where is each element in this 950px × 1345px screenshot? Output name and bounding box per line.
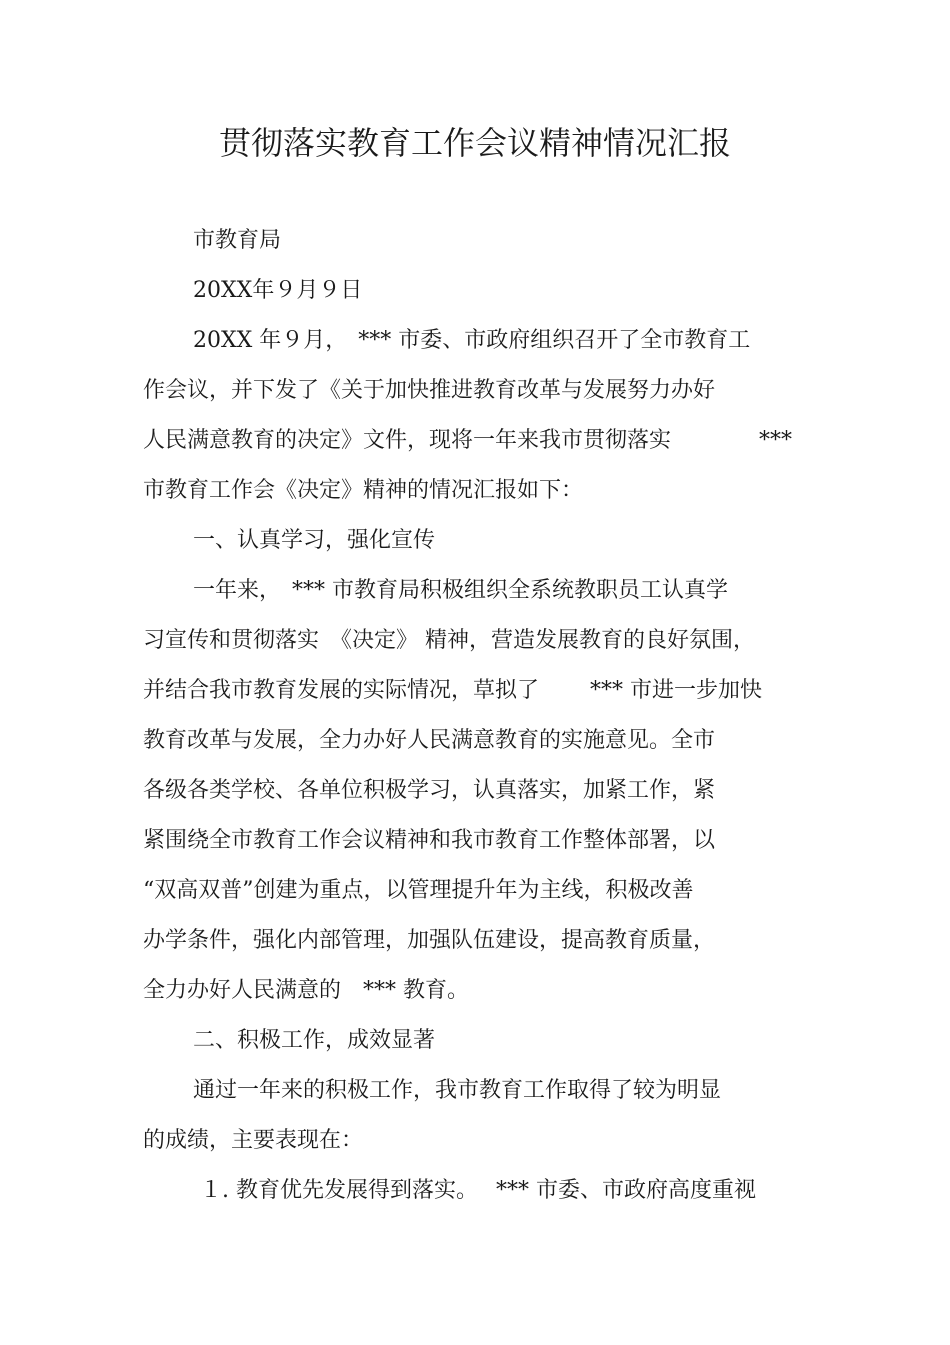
date-line: 20XX年９月９日 xyxy=(193,278,363,303)
section1-line: 紧围绕全市教育工作会议精神和我市教育工作整体部署，以 xyxy=(143,828,716,853)
section2-line: 的成绩，主要表现在： xyxy=(143,1128,364,1153)
section1-line: 各级各类学校、各单位积极学习，认真落实，加紧工作，紧 xyxy=(143,778,716,803)
section-heading-1: 一、认真学习，强化宣传 xyxy=(193,528,436,553)
section-heading-2: 二、积极工作，成效显著 xyxy=(193,1028,436,1053)
section1-line: “双高双普”创建为重点，以管理提升年为主线，积极改善 xyxy=(143,878,694,903)
intro-line: 人民满意教育的决定》文件，现将一年来我市贯彻落实 *** xyxy=(143,428,793,453)
intro-line: 作会议，并下发了《关于加快推进教育改革与发展努力办好 xyxy=(143,378,716,403)
intro-line: 20XX 年９月， *** 市委、市政府组织召开了全市教育工 xyxy=(193,328,751,353)
section2-line: 通过一年来的积极工作，我市教育工作取得了较为明显 xyxy=(193,1078,722,1103)
section1-line: 一年来， *** 市教育局积极组织全系统教职员工认真学 xyxy=(193,578,728,603)
section1-line: 教育改革与发展，全力办好人民满意教育的实施意见。全市 xyxy=(143,728,716,753)
issuer-line: 市教育局 xyxy=(193,228,282,253)
section1-line: 全力办好人民满意的 *** 教育。 xyxy=(143,978,469,1003)
section1-line: 习宣传和贯彻落实 《决定》 精神，营造发展教育的良好氛围， xyxy=(143,628,755,653)
document-title: 贯彻落实教育工作会议精神情况汇报 xyxy=(218,124,731,162)
intro-line: 市教育工作会《决定》精神的情况汇报如下： xyxy=(143,478,584,503)
section1-line: 并结合我市教育发展的实际情况，草拟了 *** 市进一步加快 xyxy=(143,678,762,703)
list-item-1: １. 教育优先发展得到落实。 *** 市委、市政府高度重视 xyxy=(200,1178,756,1203)
section1-line: 办学条件，强化内部管理，加强队伍建设，提高教育质量， xyxy=(143,928,716,953)
